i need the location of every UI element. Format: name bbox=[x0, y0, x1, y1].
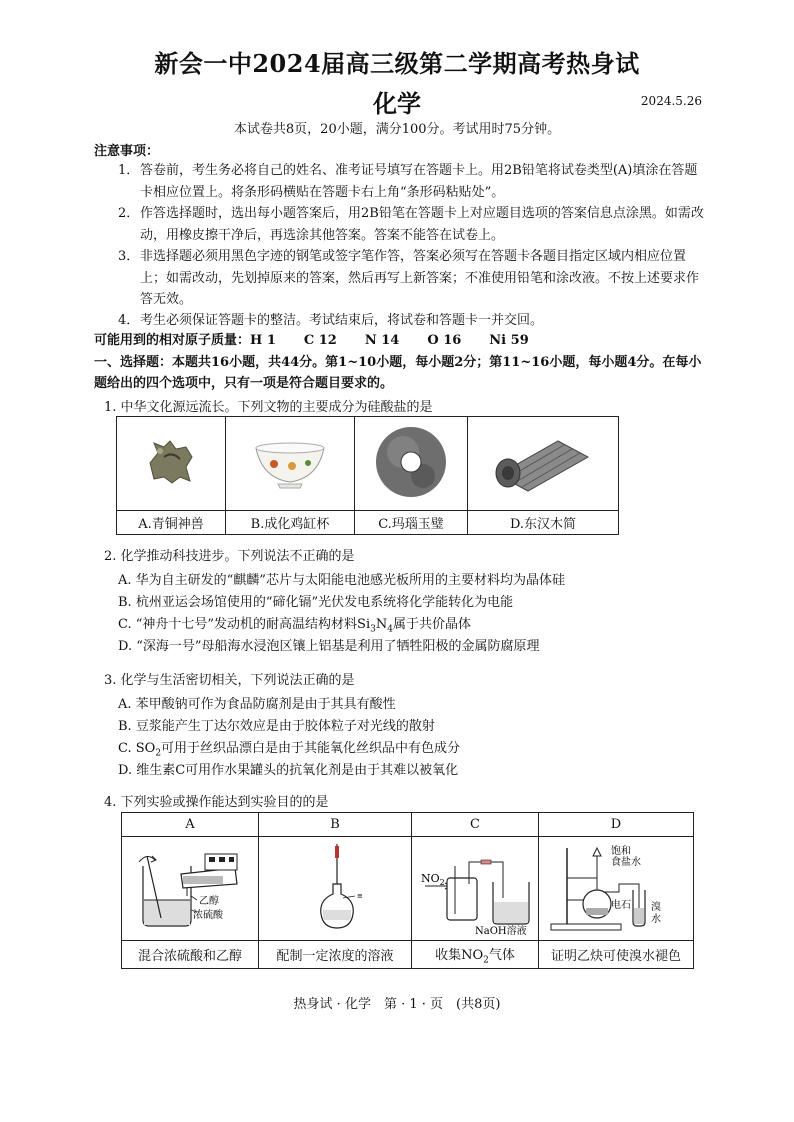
question-2-option-c bbox=[118, 613, 471, 635]
question-3-option-a: A. 苯甲酸钠可作为食品防腐剂是由于其具有酸性 bbox=[118, 697, 396, 712]
caption-text: 收集NO bbox=[435, 947, 484, 963]
question-4-stem: 4. 下列实验或操作能达到实验目的的是 bbox=[104, 795, 329, 810]
exam-title: 新会一中2024届高三级第二学期高考热身试 bbox=[154, 49, 640, 78]
atomic-mass-value: N 14 bbox=[364, 333, 400, 348]
notice-item bbox=[118, 203, 704, 246]
wooden-slips-image bbox=[468, 417, 619, 511]
question-2-option-a: A. 华为自主研发的“麒麟”芯片与太阳能电池感光板所用的主要材料均为晶体硅 bbox=[118, 573, 565, 588]
question-3-stem: 3. 化学与生活密切相关，下列说法正确的是 bbox=[104, 673, 355, 688]
apparatus-d bbox=[539, 837, 694, 941]
brine-label-2: 食盐水 bbox=[611, 856, 641, 868]
question-3-option-d: D. 维生素C可用作水果罐头的抗氧化剂是由于其难以被氧化 bbox=[118, 763, 459, 778]
notice-number: 1． bbox=[118, 163, 140, 178]
ethanol-label: 乙醇 bbox=[199, 895, 219, 907]
atomic-mass-value: C 12 bbox=[303, 333, 337, 348]
notice-text: 考生必须保证答题卡的整洁。考试结束后，将试卷和答题卡一并交回。 bbox=[140, 313, 544, 328]
page-footer: 热身试 · 化学 第 · 1 · 页 (共8页) bbox=[293, 997, 501, 1012]
option-c-label: C.玛瑙玉璧 bbox=[355, 511, 468, 535]
notice-number: 2． bbox=[118, 206, 140, 221]
question-3-option-c bbox=[118, 737, 460, 759]
option-text: C. SO bbox=[118, 741, 156, 756]
question-2-option-b: B. 杭州亚运会场馆使用的“碲化镉”光伏发电系统将化学能转化为电能 bbox=[118, 595, 514, 610]
question-4-table bbox=[121, 812, 694, 969]
apparatus-b bbox=[259, 837, 412, 941]
caption-a: 混合浓硫酸和乙醇 bbox=[122, 941, 259, 969]
caption-b: 配制一定浓度的溶液 bbox=[259, 941, 412, 969]
notice-text: 非选择题必须用黑色字迹的钢笔或签字笔作答，答案必须写在答题卡各题目指定区域内相应位置上；如需改动，先划掉原来的答案，然后再写上新答案；不准使用铅笔和涂改液。不按上述要求作答无效。 bbox=[140, 249, 700, 307]
question-2-option-d: D. “深海一号”母船海水浸泡区镶上铝基是利用了牺牲阳极的金属防腐原理 bbox=[118, 639, 540, 654]
caption-c bbox=[412, 941, 539, 969]
exam-subject: 化学 bbox=[373, 89, 421, 118]
notice-text: 作答选择题时，选出每小题答案后，用2B铅笔在答题卡上对应题目选项的答案信息点涂黑。如需改动，用橡皮擦干净后，再选涂其他答案。答案不能答在试卷上。 bbox=[140, 206, 704, 243]
brine-label-1: 饱和 bbox=[611, 845, 631, 857]
subscript: 3 bbox=[370, 624, 376, 635]
notice-item bbox=[118, 160, 704, 203]
svg-text:≡: ≡ bbox=[357, 891, 363, 900]
naoh-label: NaOH溶液 bbox=[475, 925, 527, 936]
option-text: N bbox=[375, 617, 388, 632]
option-d-label: D.东汉木简 bbox=[468, 511, 619, 535]
section-heading: 一、选择题：本题共16小题，共44分。第1~10小题，每小题2分；第11~16小题，每小题4分。在每小 bbox=[94, 355, 702, 370]
no2-label: $NO_2$ bbox=[421, 871, 445, 887]
sulfuric-acid-label: 浓硫酸 bbox=[193, 909, 223, 921]
atomic-mass-value: O 16 bbox=[427, 333, 462, 348]
atomic-masses-label: 可能用到的相对原子质量： bbox=[94, 333, 251, 348]
question-2-stem: 2. 化学推动科技进步。下列说法不正确的是 bbox=[104, 549, 355, 564]
carbide-label: 电石 bbox=[611, 899, 631, 911]
atomic-masses bbox=[94, 330, 529, 351]
option-text: 可用于丝织品漂白是由于其能氧化丝织品中有色成分 bbox=[161, 741, 461, 756]
bronze-beast-image bbox=[117, 417, 226, 511]
notice-item bbox=[118, 310, 704, 332]
question-1-stem: 1. 中华文化源远流长。下列文物的主要成分为硅酸盐的是 bbox=[104, 400, 433, 415]
question-3-option-b: B. 豆浆能产生丁达尔效应是由于胶体粒子对光线的散射 bbox=[118, 719, 435, 734]
bromine-label-2: 水 bbox=[651, 913, 661, 925]
notice-text: 答卷前，考生务必将自己的姓名、准考证号填写在答题卡上。用2B铅笔将试卷类型(A)填涂在答题卡相应位置上。将条形码横贴在答题卡右上角“条形码粘贴处”。 bbox=[140, 163, 698, 200]
option-a-label: A.青铜神兽 bbox=[117, 511, 226, 535]
caption-text: 气体 bbox=[488, 947, 515, 963]
subscript: 4 bbox=[387, 624, 393, 635]
column-b-header: B bbox=[259, 813, 412, 837]
caption-d: 证明乙炔可使溴水褪色 bbox=[539, 941, 694, 969]
column-d-header: D bbox=[539, 813, 694, 837]
subscript: 2 bbox=[155, 748, 162, 759]
notice-number: 4． bbox=[118, 313, 140, 328]
question-1-table bbox=[116, 416, 619, 535]
column-a-header: A bbox=[122, 813, 259, 837]
option-text: 属于共价晶体 bbox=[392, 617, 471, 632]
exam-intro: 本试卷共8页，20小题，满分100分。考试用时75分钟。 bbox=[233, 122, 561, 137]
column-c-header: C bbox=[412, 813, 539, 837]
section-heading-cont: 题给出的四个选项中，只有一项是符合题目要求的。 bbox=[94, 376, 394, 391]
agate-disc-image bbox=[355, 417, 468, 511]
notice-heading: 注意事项： bbox=[94, 144, 160, 159]
atomic-mass-value: H 1 bbox=[250, 333, 276, 348]
apparatus-a bbox=[122, 837, 259, 941]
notice-number: 3． bbox=[118, 249, 140, 264]
option-text: C. “神舟十七号”发动机的耐高温结构材料Si bbox=[118, 617, 371, 632]
atomic-mass-value: Ni 59 bbox=[489, 333, 529, 348]
option-b-label: B.成化鸡缸杯 bbox=[226, 511, 355, 535]
apparatus-c bbox=[412, 837, 539, 941]
exam-date: 2024.5.26 bbox=[640, 94, 702, 108]
subscript: 2 bbox=[483, 955, 489, 966]
chicken-cup-image bbox=[226, 417, 355, 511]
notice-item bbox=[118, 246, 704, 311]
bromine-label-1: 溴 bbox=[651, 901, 661, 913]
